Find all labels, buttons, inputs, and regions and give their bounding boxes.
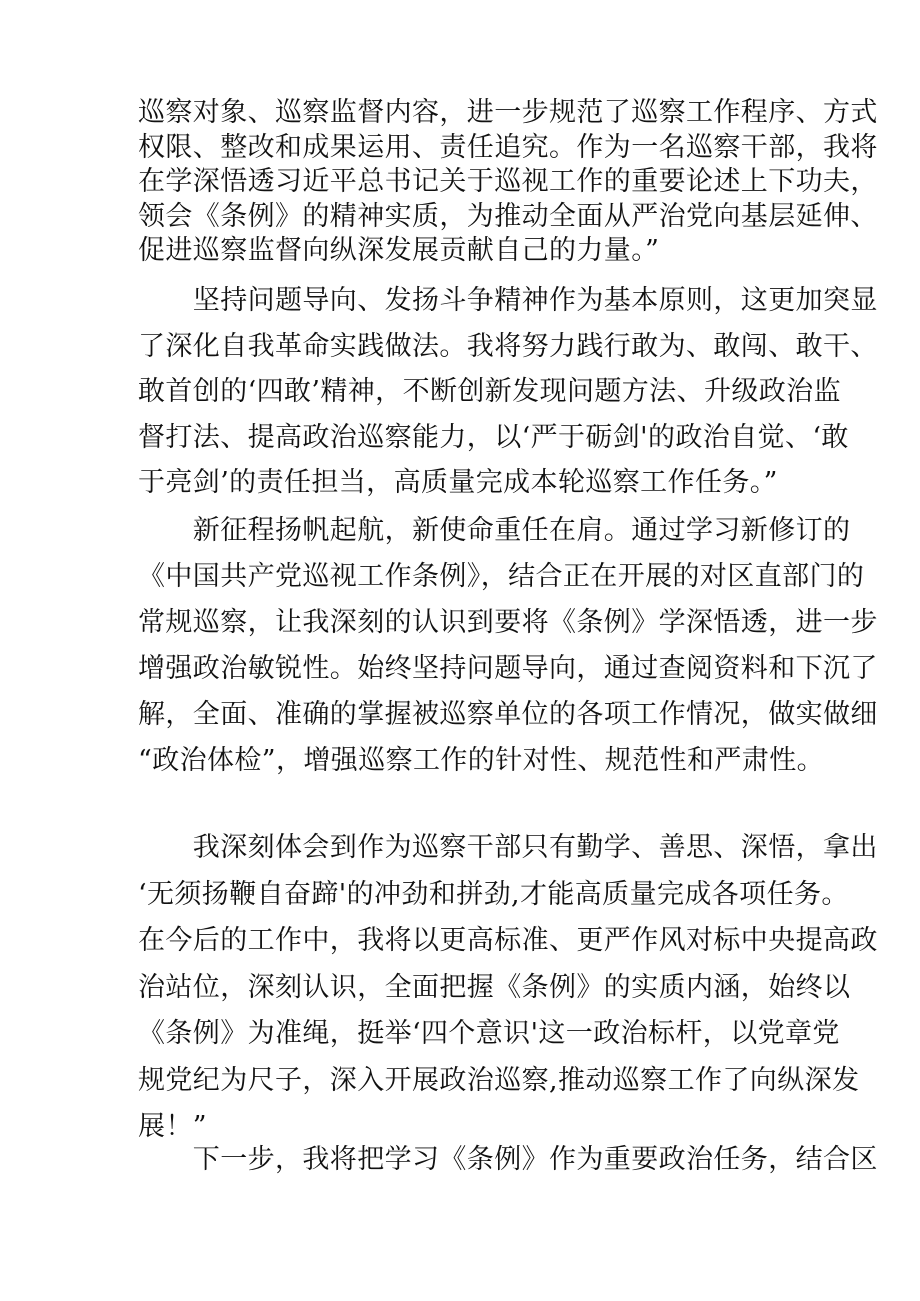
text-line: 展！”: [138, 1111, 208, 1142]
text-line: 敢首创的‘四敢’精神，不断创新发现问题方法、升级政治监: [138, 376, 841, 407]
text-line: 《条例》为准绳，挺举‘四个意识'这一政治标杆，以党章党: [138, 1018, 840, 1049]
text-line: “政治体检”，增强巡察工作的针对性、规范性和严肃性。: [138, 745, 825, 776]
text-line: 我深刻体会到作为巡察干部只有勤学、善思、深悟，拿出: [138, 832, 878, 863]
text-line: 在今后的工作中，我将以更高标准、更严作风对标中央提高政: [138, 925, 878, 956]
text-line: 新征程扬帆起航，新使命重任在肩。通过学习新修订的: [138, 515, 851, 546]
text-line: 督打法、提高政治巡察能力，以‘严于砺剑'的政治自觉、‘敢: [138, 421, 849, 453]
text-line: 增强政治敏锐性。始终坚持问题导向，通过查阅资料和下沉了: [138, 653, 878, 684]
text-line: 领会《条例》的精神实质，为推动全面从严治党向基层延伸、: [138, 200, 878, 232]
text-line: 解，全面、准确的掌握被巡察单位的各项工作情况，做实做细: [138, 699, 878, 730]
text-line: 促进巡察监督向纵深发展贡献自己的力量。”: [138, 235, 660, 266]
text-line: 治站位，深刻认识，全面把握《条例》的实质内涵，始终以: [138, 971, 851, 1003]
text-line: 权限、整改和成果运用、责任追究。作为一名巡察干部，我将: [138, 131, 878, 163]
paragraph-2: [138, 278, 878, 506]
paragraph-1: [138, 96, 878, 269]
text-line: 在学深悟透习近平总书记关于巡视工作的重要论述上下功夫，: [138, 166, 878, 197]
text-line: 常规巡察，让我深刻的认识到要将《条例》学深悟透，进一步: [138, 607, 878, 638]
paragraph-3: [138, 508, 878, 784]
text-line: 坚持问题导向、发扬斗争精神作为基本原则，这更加突显: [138, 285, 878, 316]
text-line: 下一步，我将把学习《条例》作为重要政治任务，结合区: [138, 1144, 878, 1175]
paragraph-4: [138, 825, 878, 1151]
paragraph-5: [138, 1137, 878, 1176]
text-line: 了深化自我革命实践做法。我将努力践行敢为、敢闯、敢干、: [138, 330, 878, 362]
text-line: 巡察对象、巡察监督内容，进一步规范了巡察工作程序、方式: [138, 97, 878, 128]
text-line: 于亮剑’的责任担当，高质量完成本轮巡察工作任务。”: [138, 467, 778, 498]
text-line: 《中国共产党巡视工作条例》，结合正在开展的对区直部门的: [138, 561, 865, 592]
text-line: 规党纪为尺子，深入开展政治巡察,推动巡察工作了向纵深发: [138, 1064, 860, 1096]
text-line: ‘无须扬鞭自奋蹄'的冲劲和拼劲,才能高质量完成各项任务。: [138, 878, 849, 910]
